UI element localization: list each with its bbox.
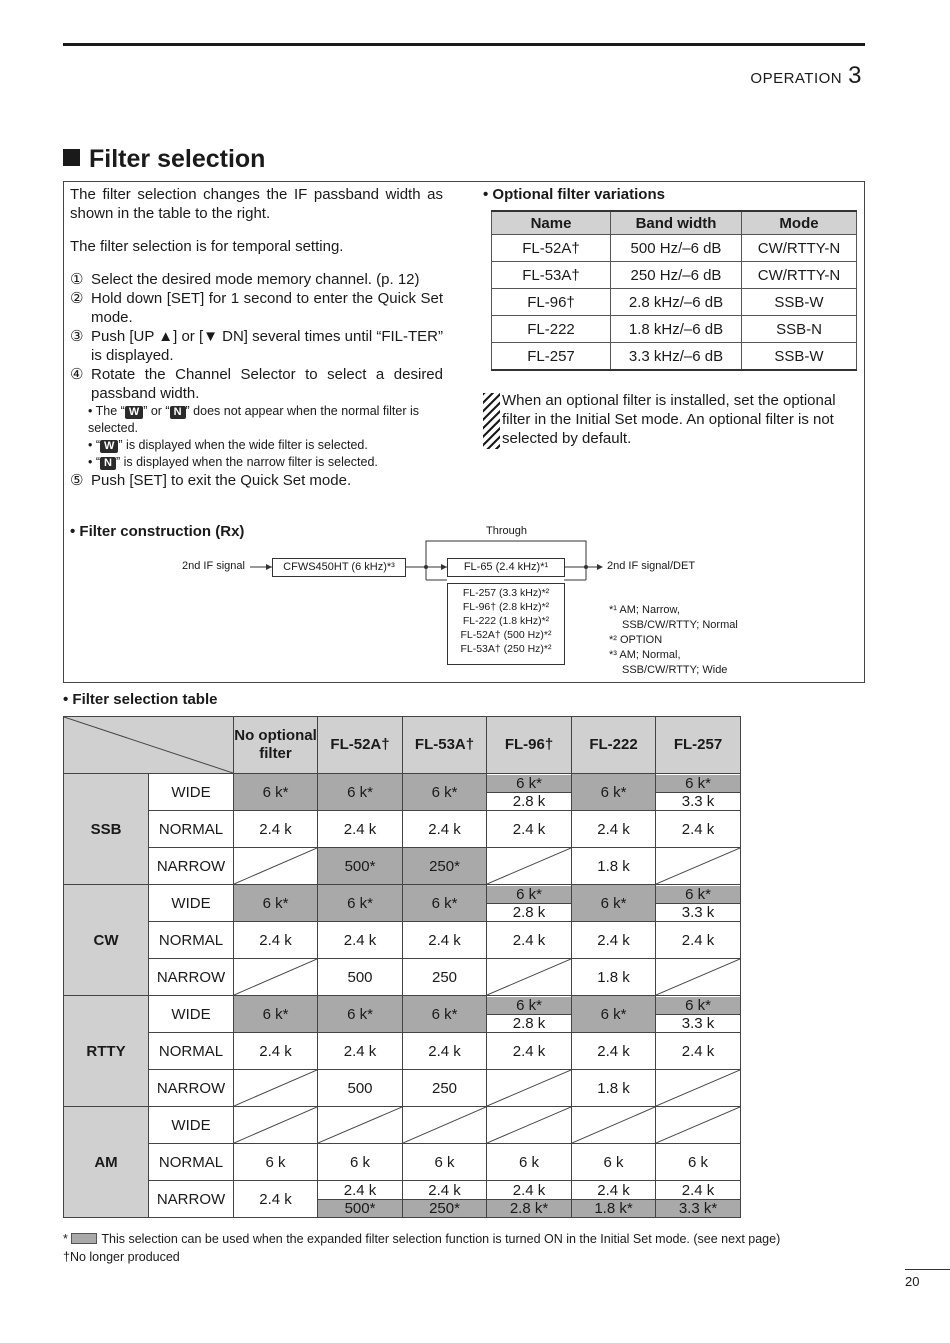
mode-rtty: RTTY — [64, 996, 149, 1107]
table-row: FL-96† 2.8 kHz/–6 dB SSB-W — [492, 289, 857, 316]
not-available-cell — [487, 1107, 572, 1144]
table-row: NARROW 500 250 1.8 k — [64, 959, 741, 996]
diagonal-slash — [656, 959, 740, 995]
width-label: NORMAL — [149, 811, 234, 848]
optional-note: When an optional filter is installed, set the optional filter in the Initial Set mode. An optional filter is not selected by default. — [502, 392, 836, 447]
not-available-cell — [487, 848, 572, 885]
column-header: Mode — [742, 211, 857, 235]
width-label: NARROW — [149, 848, 234, 885]
table-row: NARROW 2.4 k 2.4 k 500* 2.4 k 250* 2.4 k 2.8 k* 2.4 k 1.8 k* 2.4 k 3.3 k* — [64, 1181, 741, 1218]
table-header-row — [64, 717, 741, 774]
table-row: NORMAL 2.4 k 2.4 k 2.4 k 2.4 k 2.4 k 2.4 k — [64, 1033, 741, 1070]
table-row: NORMAL 2.4 k 2.4 k 2.4 k 2.4 k 2.4 k 2.4 k — [64, 922, 741, 959]
not-available-cell — [234, 1070, 318, 1107]
not-available-cell — [572, 1107, 656, 1144]
step-5: ⑤ Push [SET] to exit the Quick Set mode. — [70, 472, 352, 489]
not-available-cell — [656, 959, 741, 996]
width-label: NORMAL — [149, 1144, 234, 1181]
note-narrow: • “ N ” is displayed when the narrow filter is selected. — [88, 455, 378, 469]
page-number-rule — [905, 1269, 950, 1270]
width-label: WIDE — [149, 1107, 234, 1144]
width-label: NORMAL — [149, 1033, 234, 1070]
width-label: NARROW — [149, 1181, 234, 1218]
table-row: NARROW 500* 250* 1.8 k — [64, 848, 741, 885]
cfws-filter-box: CFWS450HT (6 kHz)*³ — [272, 558, 406, 577]
construction-heading: • Filter construction (Rx) — [70, 523, 245, 540]
mode-ssb: SSB — [64, 774, 149, 885]
note-wide: • “ W ” is displayed when the wide filter is selected. — [88, 438, 368, 452]
diagonal-slash — [234, 848, 317, 884]
diagonal-slash — [487, 1070, 571, 1106]
width-label: NORMAL — [149, 922, 234, 959]
not-available-cell — [656, 848, 741, 885]
diagonal-slash — [234, 959, 317, 995]
filter-selection-table — [63, 716, 741, 1218]
section-label: OPERATION — [750, 70, 843, 87]
width-label: WIDE — [149, 885, 234, 922]
gray-swatch-icon — [71, 1233, 97, 1244]
column-header: Name — [492, 211, 611, 235]
width-label: NARROW — [149, 1070, 234, 1107]
column-header: FL-53A† — [403, 717, 487, 774]
not-available-cell — [403, 1107, 487, 1144]
not-available-cell — [487, 1070, 572, 1107]
step-3: ③ Push [UP ▲] or [▼ DN] several times until “FIL-TER” is displayed. — [70, 328, 443, 364]
column-header: Band width — [611, 211, 742, 235]
table-row: SSB WIDE 6 k* 6 k* 6 k* 6 k* 2.8 k 6 k* 6 k* 3.3 k — [64, 774, 741, 811]
through-label: Through — [486, 525, 527, 537]
table-row: FL-222 1.8 kHz/–6 dB SSB-N — [492, 316, 857, 343]
table-row — [64, 1107, 741, 1144]
table-row: CW WIDE 6 k* 6 k* 6 k* 6 k* 2.8 k 6 k* 6 k* 3.3 k — [64, 885, 741, 922]
not-available-cell — [234, 1107, 318, 1144]
not-available-cell — [234, 959, 318, 996]
table-row: FL-257 3.3 kHz/–6 dB SSB-W — [492, 343, 857, 371]
output-signal-label: 2nd IF signal/DET — [607, 560, 696, 572]
not-available-cell — [656, 1107, 741, 1144]
diagonal-slash — [487, 1107, 571, 1143]
diagonal-slash — [487, 959, 571, 995]
optional-heading: • Optional filter variations — [483, 186, 665, 203]
optional-filter-box: FL-257 (3.3 kHz)*² FL-96† (2.8 kHz)*² FL-222 (1.8 kHz)*² FL-52A† (500 Hz)*² FL-53A† (250 Hz)*² — [447, 583, 565, 665]
step-1: ① Select the desired mode memory channel. (p. 12) — [70, 271, 420, 288]
not-available-cell — [487, 959, 572, 996]
construction-notes: *¹ AM; Narrow, SSB/CW/RTTY; Normal *² OPTION *³ AM; Normal, SSB/CW/RTTY; Wide — [609, 604, 738, 676]
narrow-icon: N — [170, 406, 186, 419]
note-normal: • The “ W ” or “ N ” does not appear when the normal filter is selected. — [88, 404, 420, 435]
diagonal-slash — [318, 1107, 402, 1143]
wide-icon: W — [125, 406, 143, 419]
diagonal-slash — [656, 1070, 740, 1106]
selection-heading: • Filter selection table — [63, 691, 218, 708]
input-signal-label: 2nd IF signal — [182, 560, 245, 572]
table-row: RTTY WIDE 6 k* 6 k* 6 k* 6 k* 2.8 k 6 k* 6 k* 3.3 k — [64, 996, 741, 1033]
diagonal-slash — [64, 717, 233, 773]
mode-am: AM — [64, 1107, 149, 1218]
diagonal-slash — [234, 1107, 317, 1143]
not-available-cell — [318, 1107, 403, 1144]
fl65-filter-box: FL-65 (2.4 kHz)*¹ — [447, 558, 565, 577]
diagonal-slash — [403, 1107, 486, 1143]
footnote-discontinued: †No longer produced — [63, 1250, 180, 1264]
column-header: FL-52A† — [318, 717, 403, 774]
table-row: FL-52A† 500 Hz/–6 dB CW/RTTY-N — [492, 235, 857, 262]
table-row: NORMAL 2.4 k 2.4 k 2.4 k 2.4 k 2.4 k 2.4 k — [64, 811, 741, 848]
intro-paragraph: The filter selection changes the IF passband width as shown in the table to the right. — [70, 186, 443, 222]
narrow-icon: N — [100, 457, 116, 470]
width-label: WIDE — [149, 774, 234, 811]
section-number: 3 — [848, 62, 862, 89]
page-number: 20 — [905, 1274, 920, 1289]
table-row: FL-53A† 250 Hz/–6 dB CW/RTTY-N — [492, 262, 857, 289]
diagonal-slash — [487, 848, 571, 884]
column-header: FL-257 — [656, 717, 741, 774]
intro-paragraph-2: The filter selection is for temporal setting. — [70, 238, 344, 255]
width-label: WIDE — [149, 996, 234, 1033]
diagonal-slash — [572, 1107, 655, 1143]
column-header: FL-96† — [487, 717, 572, 774]
table-row: NORMAL 6 k 6 k 6 k 6 k 6 k 6 k — [64, 1144, 741, 1181]
footnote-expanded: * This selection can be used when the expanded filter selection function is turned ON in the Initial Set mode. (see next page) — [63, 1232, 781, 1246]
diagonal-slash — [656, 848, 740, 884]
page-title-text: Filter selection — [89, 145, 266, 173]
column-header: FL-222 — [572, 717, 656, 774]
step-4: ④ Rotate the Channel Selector to select a desired passband width. — [70, 366, 443, 402]
column-header: No optional filter — [234, 717, 318, 774]
diagonal-slash — [656, 1107, 740, 1143]
mode-cw: CW — [64, 885, 149, 996]
diagonal-slash — [234, 1070, 317, 1106]
width-label: NARROW — [149, 959, 234, 996]
table-row: NARROW 500 250 1.8 k — [64, 1070, 741, 1107]
step-2: ② Hold down [SET] for 1 second to enter the Quick Set mode. — [70, 290, 443, 326]
corner-cell — [64, 717, 234, 774]
wide-icon: W — [100, 440, 118, 453]
not-available-cell — [656, 1070, 741, 1107]
not-available-cell — [234, 848, 318, 885]
